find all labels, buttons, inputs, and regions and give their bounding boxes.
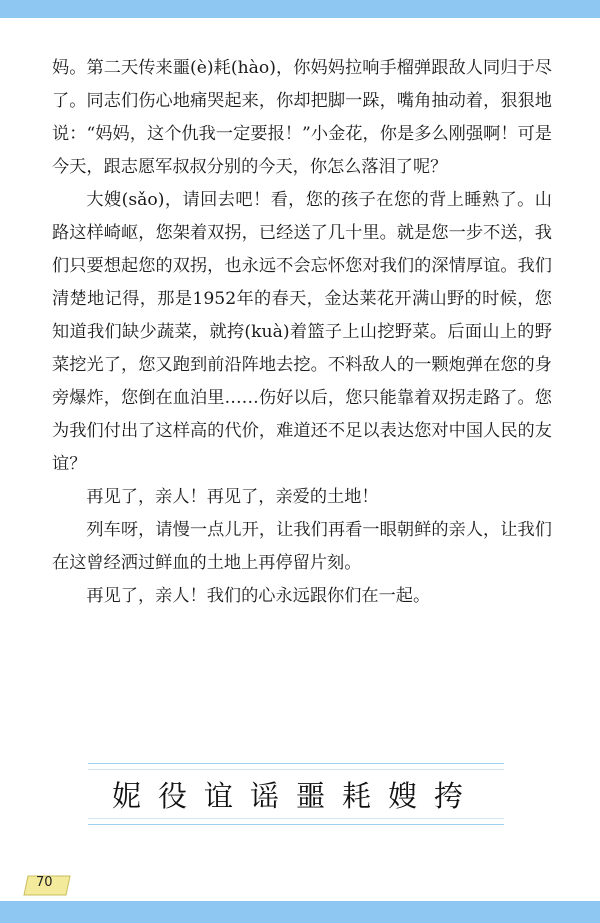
paragraph-2: 大嫂(sǎo)，请回去吧！看，您的孩子在您的背上睡熟了。山路这样崎岖，您架着双拐，已经送了几十里。就是您一步不送，我们只要想起您的双拐，也永远不会忘怀您对我们的深情厚谊。我们清楚地记得，那是1952年的春天，金达莱花开满山野的时候，您知道我们缺少蔬菜，就挎(kuà)着篮子上山挖野菜。后面山上的野菜挖光了，您又跑到前沿阵地去挖。不料敌人的一颗炮弹在您的身旁爆炸，您倒在血泊里……伤好以后，您只能靠着双拐走路了。您为我们付出了这样高的代价，难道还不足以表达您对中国人民的友谊？ — [52, 190, 552, 474]
top-color-band — [0, 0, 600, 18]
page-number: 70 — [36, 875, 53, 890]
paragraph-4: 列车呀，请慢一点儿开，让我们再看一眼朝鲜的亲人，让我们在这曾经洒过鲜血的土地上再停留片刻。 — [52, 520, 552, 573]
lesson-body-text — [52, 52, 552, 613]
new-characters-box — [88, 763, 504, 825]
paragraph-5: 再见了，亲人！我们的心永远跟你们在一起。 — [86, 586, 431, 606]
bottom-color-band — [0, 901, 600, 923]
paragraph-1: 妈。第二天传来噩(è)耗(hào)，你妈妈拉响手榴弹跟敌人同归于尽了。同志们伤心地痛哭起来，你却把脚一跺，嘴角抽动着，狠狠地说：“妈妈，这个仇我一定要报！”小金花，你是多么刚强啊！可是今天，跟志愿军叔叔分别的今天，你怎么落泪了呢？ — [52, 58, 552, 177]
paragraph-3: 再见了，亲人！再见了，亲爱的土地！ — [86, 487, 379, 507]
new-characters-list: 妮役谊谣噩耗嫂挎 — [111, 778, 480, 813]
